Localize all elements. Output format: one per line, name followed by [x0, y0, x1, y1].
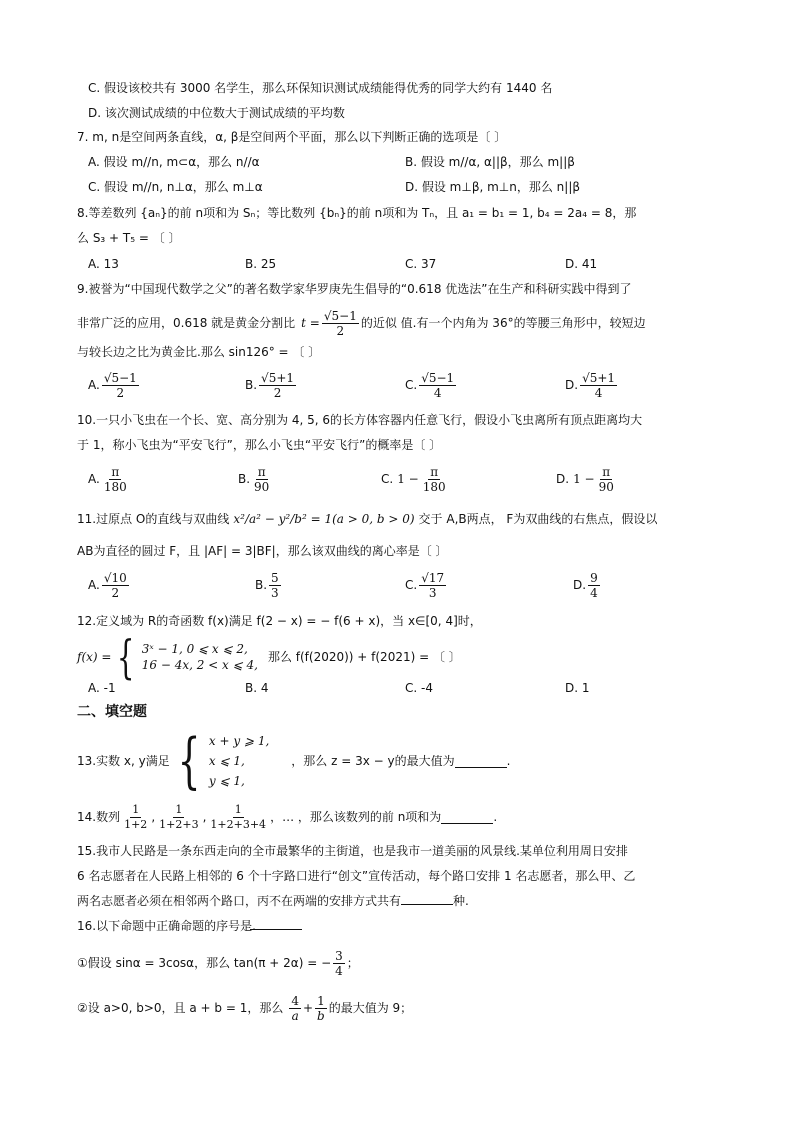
denominator: 3: [271, 585, 279, 600]
answer-blank[interactable]: [441, 811, 493, 824]
q10-option-c: [381, 462, 450, 496]
denominator: 4: [335, 963, 343, 978]
denominator: 3: [428, 585, 437, 600]
denominator: 90: [254, 479, 270, 494]
numerator: 3: [335, 948, 343, 963]
option-label: D.: [565, 378, 579, 392]
proposition-2-text: ②设 a>0, b>0，且 a + b = 1，那么: [77, 1001, 284, 1015]
q12-option-c: C. -4: [405, 681, 433, 695]
section-heading: 二、填空题: [77, 704, 147, 720]
q12-stem-line1: 12.定义域为 R的奇函数 f(x)满足 f(2 − x) = − f(6 + x)，当 x∈[0, 4]时，: [77, 614, 482, 628]
q9-stem-line1: 9.被誉为“中国现代数学之父”的著名数学家华罗庚先生倡导的“0.618 优选法”在生产和科研实践中得到了: [77, 282, 632, 296]
q11-stem-line1: [77, 506, 657, 532]
q13-question: ，那么 z = 3x − y的最大值为: [291, 754, 455, 768]
q8-option-b: B. 25: [245, 257, 277, 271]
option-label: B.: [255, 578, 268, 592]
denominator: a: [291, 1008, 299, 1023]
answer-blank[interactable]: [250, 917, 302, 930]
q7-stem: 7. m, n是空间两条直线，α, β是空间两个平面，那么以下判断正确的选项是〔 〕: [77, 130, 507, 144]
constraint-system: [170, 726, 270, 796]
q15-line2: 6 名志愿者在人民路上相邻的 6 个十字路口进行“创文”宣传活动，每个路口安排 1 名志愿者，那么甲、乙: [77, 869, 636, 883]
q15-line3-end: 种.: [453, 894, 469, 908]
q10-option-b: [238, 462, 273, 496]
piecewise-case-1: 3ˣ − 1, 0 ⩽ x ⩽ 2,: [141, 642, 248, 656]
brace-icon: {: [177, 726, 201, 796]
option-fraction: [419, 371, 456, 400]
q11-stem-part-b: 交于 A,B两点， F为双曲线的右焦点，假设以: [418, 512, 658, 526]
denominator: 4: [594, 385, 603, 400]
q11-option-c: [405, 568, 448, 602]
option-fraction: [102, 465, 129, 494]
option-fraction: [580, 371, 617, 400]
golden-ratio-numerator: √5−1: [323, 308, 357, 323]
denominator: 90: [598, 479, 614, 494]
denominator: 180: [103, 479, 127, 494]
q7-option-c: C. 假设 m//n, n⊥α，那么 m⊥α: [88, 180, 263, 194]
option-fraction: [102, 371, 139, 400]
option-fraction: [252, 465, 271, 494]
option-label: D.: [556, 472, 570, 486]
option-label: B.: [238, 472, 251, 486]
q11-option-d: [573, 568, 602, 602]
constraint-1: x + y ⩾ 1,: [208, 734, 270, 748]
numerator: √10: [103, 570, 127, 585]
numerator: 4: [291, 993, 299, 1008]
denominator: 2: [273, 385, 282, 400]
q15-line3: [77, 892, 469, 910]
q7-option-d: D. 假设 m⊥β, m⊥n，那么 n||β: [405, 180, 581, 194]
series-term-2: [157, 803, 200, 832]
q8-option-d: D. 41: [565, 257, 598, 271]
q10-options: [88, 462, 728, 496]
numerator: π: [430, 464, 439, 479]
proposition-2-fraction-2: [315, 994, 327, 1023]
option-fraction: [588, 571, 600, 600]
q12-option-d: D. 1: [565, 681, 590, 695]
q12-option-b: B. 4: [245, 681, 269, 695]
option-fraction: [259, 371, 296, 400]
q9-options: [88, 368, 728, 402]
proposition-2-end: 的最大值为 9；: [328, 1001, 413, 1015]
q7-option-b: B. 假设 m//α, α||β，那么 m||β: [405, 155, 575, 169]
option-fraction: [597, 465, 616, 494]
option-label: A.: [88, 472, 100, 486]
q9-stem-line2-b: 的近似 值.有一个内角为 36°的等腰三角形中，较短边: [360, 316, 646, 330]
denominator: 1+2+3: [159, 817, 199, 831]
q9-option-a: [88, 368, 141, 402]
denominator: 180: [422, 479, 446, 494]
numerator: 1: [132, 802, 140, 816]
proposition-1-end: ；: [346, 956, 359, 970]
q8-option-c: C. 37: [405, 257, 437, 271]
series-term-3: [208, 803, 268, 832]
answer-blank[interactable]: [401, 892, 453, 905]
q13-end: .: [506, 754, 511, 768]
numerator: 1: [234, 802, 242, 816]
option-fraction: [421, 465, 448, 494]
constraint-2: x ⩽ 1,: [208, 754, 245, 768]
proposition-1-text: ①假设 sinα = 3cosα，那么 tan(π + 2α) = −: [77, 956, 332, 970]
numerator: √5−1: [421, 370, 455, 385]
option-label: B.: [245, 378, 258, 392]
q16-proposition-2: [77, 990, 412, 1026]
numerator: √5+1: [582, 370, 616, 385]
q9-t-equals: t =: [301, 316, 320, 330]
numerator: π: [257, 464, 266, 479]
piecewise-lhs: f(x) =: [77, 650, 112, 664]
q11-stem-line2: AB为直径的圆过 F，且 |AF| = 3|BF|，那么该双曲线的离心率是〔 〕: [77, 544, 448, 558]
q9-stem-line2: [77, 306, 646, 340]
proposition-1-fraction: [333, 949, 345, 978]
option-fraction: [419, 571, 446, 600]
q7-option-a: A. 假设 m//n, m⊂α，那么 n//α: [88, 155, 260, 169]
q9-stem-line3: 与较长边之比为黄金比.那么 sin126° = 〔 〕: [77, 345, 321, 359]
q10-stem-line1: 10.一只小飞虫在一个长、宽、高分别为 4, 5, 6的长方体容器内任意飞行，假设小飞虫离所有顶点距离均大: [77, 413, 643, 427]
q13-prefix: 13.实数 x, y满足: [77, 754, 170, 768]
hyperbola-equation: x²/a² − y²/b² = 1(a > 0, b > 0): [233, 512, 415, 526]
q15-line1: 15.我市人民路是一条东西走向的全市最繁华的主街道，也是我市一道美丽的风景线.某单位利用周日安排: [77, 844, 628, 858]
q12-piecewise-line: [77, 630, 461, 684]
numerator: 5: [271, 570, 279, 585]
q6-option-c: C. 假设该校共有 3000 名学生，那么环保知识测试成绩能得优秀的同学大约有 1440 名: [88, 81, 553, 95]
proposition-2-fraction-1: [289, 994, 301, 1023]
piecewise-system: [111, 630, 258, 684]
denominator: b: [317, 1008, 325, 1023]
q11-options: [88, 568, 728, 602]
numerator: √17: [421, 570, 445, 585]
constraint-3: y ⩽ 1,: [208, 774, 245, 788]
option-fraction: [269, 571, 281, 600]
q9-option-b: [245, 368, 298, 402]
q10-option-a: [88, 462, 131, 496]
piecewise-case-2: 16 − 4x, 2 < x ⩽ 4,: [141, 658, 258, 672]
q6-option-d: D. 该次测试成绩的中位数大于测试成绩的平均数: [88, 106, 345, 120]
answer-blank[interactable]: [455, 755, 507, 768]
q15-line3-text: 两名志愿者必须在相邻两个路口，丙不在两端的安排方式共有: [77, 894, 402, 908]
q11-stem-part-a: 11.过原点 O的直线与双曲线: [77, 512, 230, 526]
plus-sign: +: [302, 1001, 314, 1015]
option-label: A.: [88, 378, 100, 392]
denominator: 1+2+3+4: [210, 817, 267, 831]
golden-ratio-denominator: 2: [336, 323, 345, 338]
numerator: 1: [317, 993, 325, 1008]
option-label: A.: [88, 578, 100, 592]
q10-stem-line2: 于 1，称小飞虫为“平安飞行”，那么小飞虫“平安飞行”的概率是〔 〕: [77, 438, 442, 452]
q10-option-d: [556, 462, 618, 496]
brace-icon: {: [117, 630, 135, 684]
option-label: C.: [405, 378, 418, 392]
numerator: √5+1: [261, 370, 295, 385]
q8-option-a: A. 13: [88, 257, 119, 271]
numerator: π: [602, 464, 611, 479]
option-prefix: 1 −: [573, 472, 595, 486]
q12-option-a: A. -1: [88, 681, 116, 695]
numerator: √5−1: [103, 370, 137, 385]
q16-stem: [77, 917, 302, 935]
q11-option-b: [255, 568, 283, 602]
numerator: 9: [590, 570, 598, 585]
denominator: 2: [111, 585, 120, 600]
q16-stem-text: 16.以下命题中正确命题的序号是.: [77, 919, 256, 933]
denominator: 4: [433, 385, 442, 400]
q8-stem-line2: 么 S₃ + T₅ = 〔 〕: [77, 231, 181, 245]
q14-question: ，… ，那么该数列的前 n项和为: [270, 810, 442, 824]
q9-stem-line2-a: 非常广泛的应用，0.618 就是黄金分割比: [77, 316, 296, 330]
q13-line: [77, 726, 511, 796]
series-term-1: [122, 803, 149, 832]
q9-option-d: [565, 368, 619, 402]
q9-option-c: [405, 368, 458, 402]
denominator: 2: [116, 385, 125, 400]
option-label: D.: [573, 578, 587, 592]
q12-question: 那么 f(f(2020)) + f(2021) = 〔 〕: [267, 650, 461, 664]
option-label: C.: [405, 578, 418, 592]
q14-prefix: 14.数列: [77, 810, 121, 824]
golden-ratio-fraction: [322, 309, 359, 338]
q14-end: .: [493, 810, 498, 824]
option-label: C.: [381, 472, 394, 486]
denominator: 1+2: [124, 817, 148, 831]
numerator: 1: [175, 802, 183, 816]
q14-line: 14.数列 $\frac{1}{1+2}$ , $\frac{1}{1+2+3}$ , $\frac{1}{1+2+3+4}$ ，… ，那么该数列的前 n项和为 .: [77, 802, 498, 831]
q11-option-a: [88, 568, 131, 602]
q16-proposition-1: [77, 945, 359, 981]
option-fraction: [102, 571, 129, 600]
denominator: 4: [590, 585, 598, 600]
q8-stem-line1: 8.等差数列 {aₙ}的前 n项和为 Sₙ；等比数列 {bₙ}的前 n项和为 Tₙ，且 a₁ = b₁ = 1, b₄ = 2a₄ = 8，那: [77, 206, 637, 220]
option-prefix: 1 −: [397, 472, 419, 486]
numerator: π: [111, 464, 120, 479]
